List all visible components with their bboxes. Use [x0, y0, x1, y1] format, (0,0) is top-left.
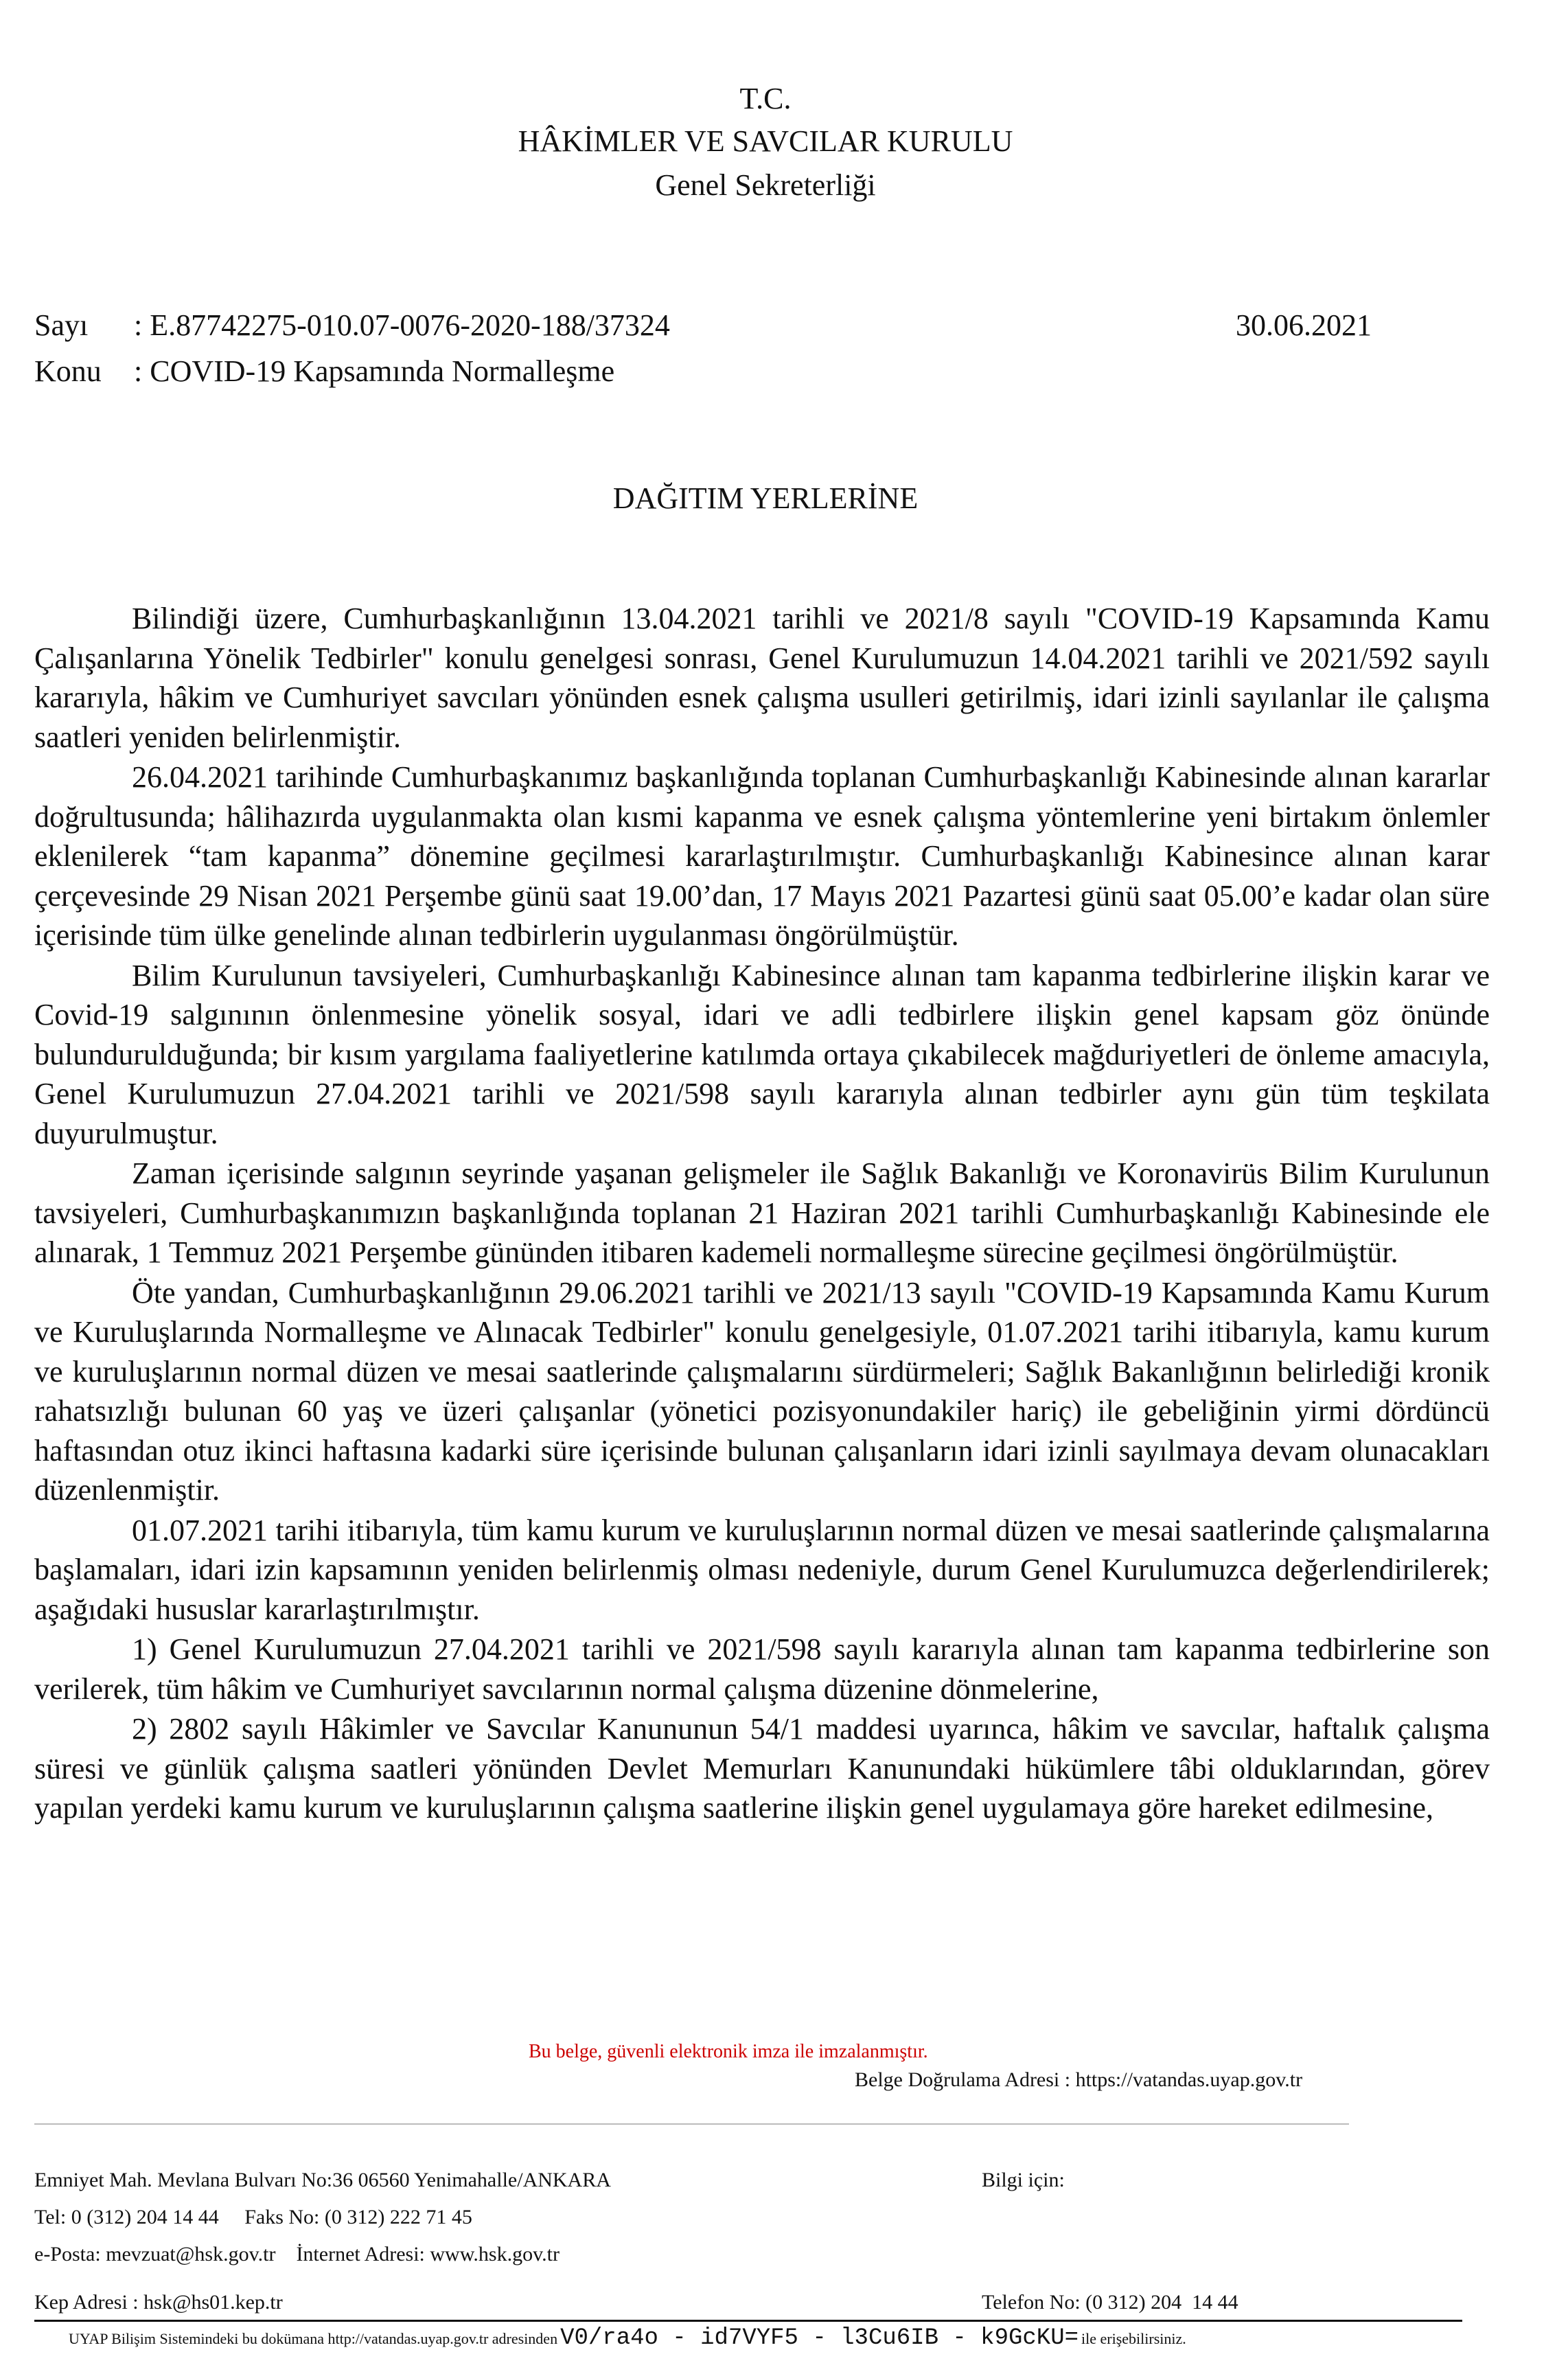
footer-info-label: Bilgi için:	[982, 2169, 1065, 2191]
sayi-value: : E.87742275-010.07-0076-2020-188/37324	[134, 308, 670, 342]
paragraph: Zaman içerisinde salgının seyrinde yaşanan gelişmeler ile Sağlık Bakanlığı ve Koronavirüs Bilim Kurulunun tavsiyeleri, Cumhurbaşkanımızın başkanlığında toplanan 21 Haziran 2021 tarihli Cumhurbaşkanlığı Kabinesinde ele alınarak, 1 Temmuz 2021 Perşembe gününden itibaren kademeli normalleşme sürecine geçilmesi öngörülmüştür.	[34, 1156, 1490, 1269]
recipient-heading: DAĞITIM YERLERİNE	[612, 481, 919, 515]
document-date: 30.06.2021	[1236, 308, 1372, 342]
footer-telefon: Telefon No: (0 312) 204 14 44	[982, 2291, 1238, 2314]
letter-body	[34, 599, 1490, 1829]
footer-phone-fax: Tel: 0 (312) 204 14 44 Faks No: (0 312) 222 71 45	[34, 2206, 472, 2228]
konu-label: Konu	[34, 354, 102, 388]
konu-value: : COVID-19 Kapsamında Normalleşme	[134, 354, 615, 388]
footer-email-web: e-Posta: mevzuat@hsk.gov.tr İnternet Adresi: www.hsk.gov.tr	[34, 2243, 560, 2265]
paragraph: Bilim Kurulunun tavsiyeleri, Cumhurbaşkanlığı Kabinesince alınan tam kapanma tedbirlerine ilişkin karar ve Covid-19 salgınının önlenmesine yönelik sosyal, idari ve adli tedbirlere ilişkin genel kapsam göz önünde bulundurulduğunda; bir kısım yargılama faaliyetlerine katılımda ortaya çıkabilecek mağduriyetleri de önleme amacıyla, Genel Kurulumuzun 27.04.2021 tarihli ve 2021/598 sayılı kararıyla alınan tedbirler aynı gün tüm teşkilata duyurulmuştur.	[34, 958, 1490, 1150]
footer-address: Emniyet Mah. Mevlana Bulvarı No:36 06560 Yenimahalle/ANKARA	[34, 2169, 611, 2191]
paragraph: Bilindiği üzere, Cumhurbaşkanlığının 13.04.2021 tarihli ve 2021/8 sayılı "COVID-19 Kapsamında Kamu Çalışanlarına Yönelik Tedbirler" konulu genelgesi sonrası, Genel Kurulumuzun 14.04.2021 tarihli ve 2021/592 sayılı kararıyla, hâkim ve Cumhuriyet savcıları yönünden esnek çalışma usulleri getirilmiş, idari izinli sayılanlar ile çalışma saatleri yeniden belirlenmiştir.	[34, 602, 1490, 754]
paragraph: 1) Genel Kurulumuzun 27.04.2021 tarihli ve 2021/598 sayılı kararıyla alınan tam kapanma tedbirlerine son verilerek, tüm hâkim ve Cumhuriyet savcılarının normal çalışma düzenine dönmelerine,	[34, 1632, 1490, 1706]
uyap-line	[69, 2325, 1186, 2351]
footer-divider	[34, 2123, 1349, 2125]
uyap-prefix: UYAP Bilişim Sistemindeki bu dokümana http://vatandas.uyap.gov.tr adresinden	[69, 2330, 558, 2347]
e-signature-note: Bu belge, güvenli elektronik imza ile imzalanmıştır.	[529, 2041, 928, 2062]
header-institution: HÂKİMLER VE SAVCILAR KURULU	[518, 124, 1013, 158]
paragraph: 2) 2802 sayılı Hâkimler ve Savcılar Kanununun 54/1 maddesi uyarınca, hâkim ve savcılar, haftalık çalışma süresi ve günlük çalışma saatleri yönünden Devlet Memurları Kanunundaki hükümlere tâbi olduklarından, görev yapılan yerdeki kamu kurum ve kuruluşlarının çalışma saatlerine ilişkin genel uygulamaya göre hareket edilmesine,	[34, 1712, 1490, 1825]
footer-bottom-rule	[34, 2320, 1462, 2322]
verification-address: Belge Doğrulama Adresi : https://vatandas.uyap.gov.tr	[855, 2068, 1303, 2091]
paragraph: 26.04.2021 tarihinde Cumhurbaşkanımız başkanlığında toplanan Cumhurbaşkanlığı Kabinesinde alınan kararlar doğrultusunda; hâlihazırda uygulanmakta olan kısmi kapanma ve esnek çalışma yöntemlerine yeni birtakım önlemler eklenilerek “tam kapanma” dönemine geçilmesi kararlaştırılmıştır. Cumhurbaşkanlığı Kabinesince alınan karar çerçevesinde 29 Nisan 2021 Perşembe günü saat 19.00’dan, 17 Mayıs 2021 Pazartesi günü saat 05.00’e kadar olan süre içerisinde tüm ülke genelinde alınan tedbirlerin uygulanması öngörülmüştür.	[34, 760, 1490, 952]
uyap-verification-code: V0/ra4o - id7VYF5 - l3Cu6IB - k9GcKU=	[560, 2325, 1079, 2351]
header-tc: T.C.	[739, 82, 792, 115]
uyap-suffix: ile erişebilirsiniz.	[1081, 2330, 1186, 2347]
footer-kep: Kep Adresi : hsk@hs01.kep.tr	[34, 2291, 283, 2314]
paragraph: 01.07.2021 tarihi itibarıyla, tüm kamu kurum ve kuruluşlarının normal düzen ve mesai saatlerinde çalışmalarına başlamaları, idari izin kapsamının yeniden belirlenmiş olması nedeniyle, durum Genel Kurulumuzca değerlendirilerek; aşağıdaki hususlar kararlaştırılmıştır.	[34, 1513, 1490, 1626]
sayi-label: Sayı	[34, 308, 89, 342]
paragraph: Öte yandan, Cumhurbaşkanlığının 29.06.2021 tarihli ve 2021/13 sayılı "COVID-19 Kapsamında Kamu Kurum ve Kuruluşlarında Normalleşme ve Alınacak Tedbirler" konulu genelgesiyle, 01.07.2021 tarihi itibarıyla, kamu kurum ve kuruluşlarının normal düzen ve mesai saatlerinde çalışmalarını sürdürmeleri; Sağlık Bakanlığının belirlediği kronik rahatsızlığı bulunan 60 yaş ve üzeri çalışanlar (yönetici pozisyonundakiler hariç) ile gebeliğinin yirmi dördüncü haftasından otuz ikinci haftasına kadarki süre içerisinde bulunan çalışanların idari izinli sayılmaya devam olunacakları düzenlenmiştir.	[34, 1275, 1490, 1507]
header-department: Genel Sekreterliği	[655, 168, 876, 202]
